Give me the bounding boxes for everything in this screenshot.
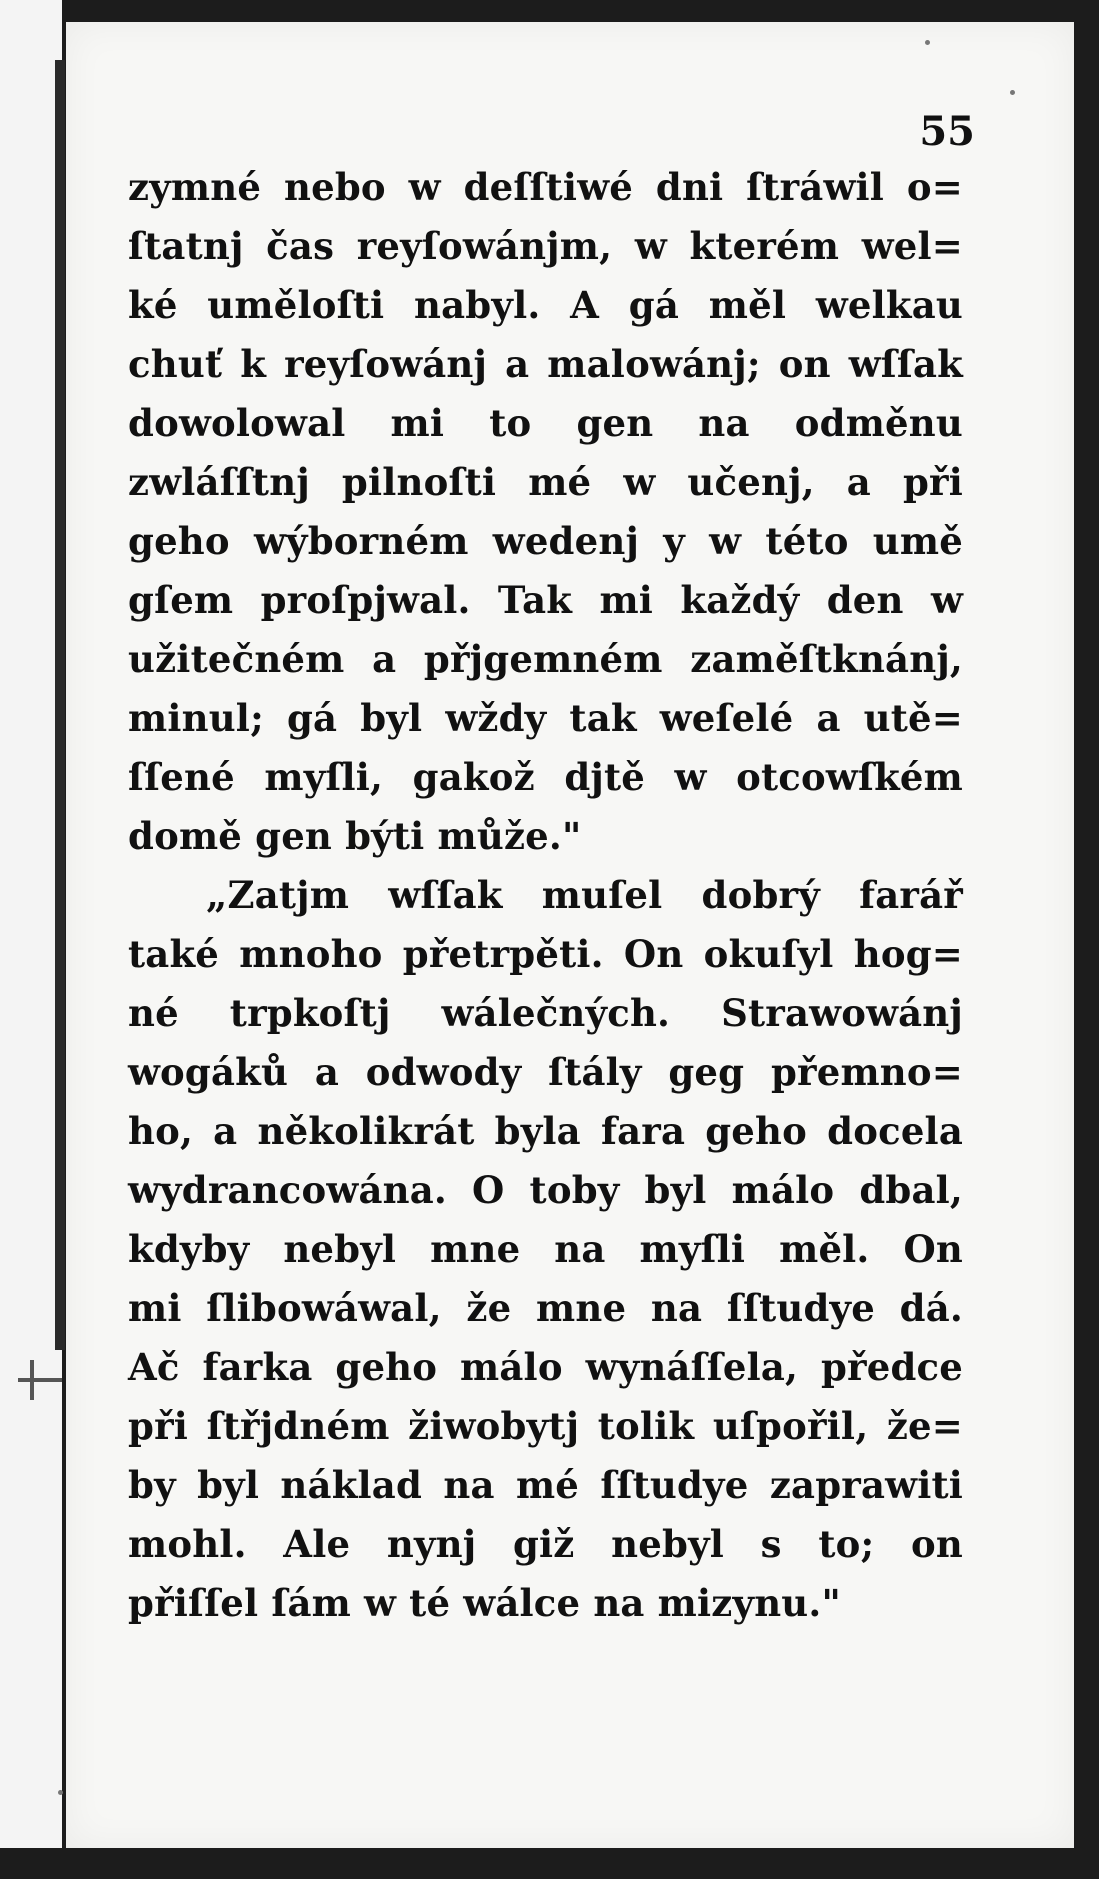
text-line: Ač farka geho málo wynáſſela, předce	[128, 1345, 963, 1389]
binding-shadow	[55, 60, 65, 1350]
text-line: také mnoho přetrpěti. On okuſyl hog=	[128, 932, 963, 976]
ruler-mark	[18, 1378, 62, 1382]
page-number: 55	[919, 108, 975, 155]
text-line: ho, a několikrát byla fara geho docela	[128, 1109, 963, 1153]
text-line: při ſtřjdném žiwobytj tolik uſpořil, že=	[128, 1404, 963, 1448]
text-line: minul; gá byl wždy tak weſelé a utě=	[128, 696, 963, 740]
text-line: ſſené myſli, gakož djtě w otcowſkém	[128, 755, 963, 799]
text-line: by byl náklad na mé ſſtudye zaprawiti	[128, 1463, 963, 1507]
text-line: né trpkoſtj wálečných. Strawowánj	[128, 991, 963, 1035]
body-text	[128, 158, 963, 1633]
text-line: ſtatnj čas reyſowánjm, w kterém wel=	[128, 224, 963, 268]
ruler-mark-vertical	[30, 1360, 34, 1400]
text-line: ké uměloſti nabyl. A gá měl welkau	[128, 283, 963, 327]
text-line: užitečném a přjgemném zaměſtknánj,	[128, 637, 963, 681]
facing-page-edge	[0, 0, 62, 1879]
dust-speck	[925, 40, 930, 45]
text-line: gſem proſpjwal. Tak mi každý den w	[128, 578, 963, 622]
text-line: zwláſſtnj pilnoſti mé w učenj, a při	[128, 460, 963, 504]
text-line: wydrancowána. O toby byl málo dbal,	[128, 1168, 963, 1212]
text-line: přiſſel ſám w té wálce na mizynu."	[128, 1581, 841, 1625]
text-line: domě gen býti může."	[128, 814, 582, 858]
text-line: chuť k reyſowánj a malowánj; on wſſak	[128, 342, 963, 386]
scan-border-bottom	[0, 1848, 1099, 1879]
dust-speck	[1010, 90, 1015, 95]
text-line: wogáků a odwody ſtály geg přemno=	[128, 1050, 963, 1094]
dust-speck	[58, 1790, 63, 1795]
text-line: mi ſlibowáwal, že mne na ſſtudye dá.	[128, 1286, 963, 1330]
text-line: zymné nebo w deſſtiwé dni ſtráwil o=	[128, 165, 963, 209]
text-line: geho wýborném wedenj y w této umě	[128, 519, 963, 563]
text-line: „Zatjm wſſak muſel dobrý farář	[206, 873, 963, 917]
text-line: kdyby nebyl mne na myſli měl. On	[128, 1227, 963, 1271]
text-line: dowolowal mi to gen na odměnu	[128, 401, 963, 445]
text-line: mohl. Ale nynj giž nebyl s to; on	[128, 1522, 963, 1566]
